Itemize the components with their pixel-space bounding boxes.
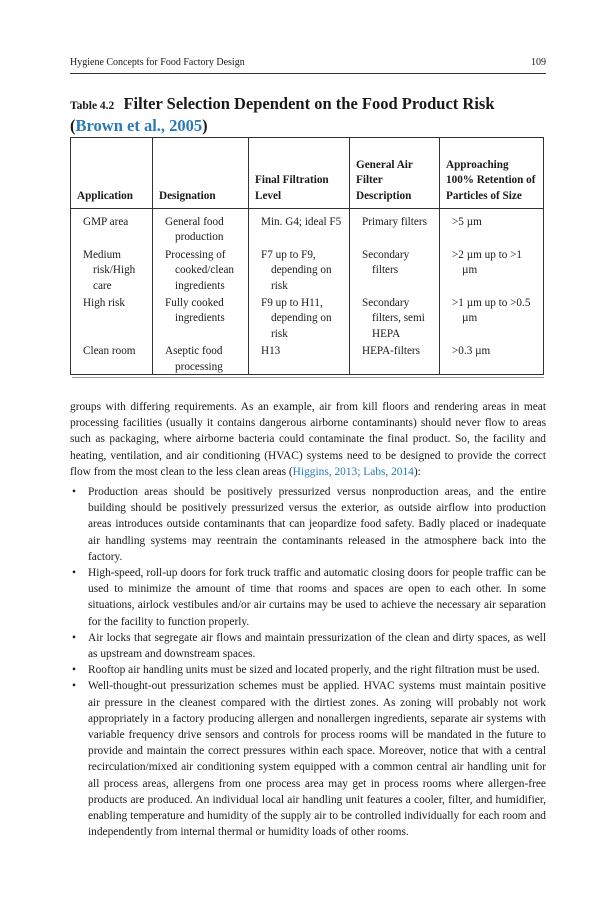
- bullet-icon: •: [72, 664, 76, 677]
- body-text: [70, 399, 546, 840]
- table-cell: >0.3 µm: [440, 342, 544, 375]
- intro-open-paren: (: [288, 465, 293, 478]
- list-item: • Well-thought-out pressurization schemes must be applied. HVAC systems must maintain positive air pressure in the cleanest compared with the dirtiest zones. As zoning will probably not work appropriately in a factory producing allergen and nonallergen ingredients, separate air systems with variable frequency drive sensors and controls for process rooms will be mandated in the future to provide and maintain the correct pressures within each space. Moreover, notice that with a central recirculation/mixed air conditioning system equipped with a common central air handling unit for all process areas, allergens from one process area may get in process rooms where allergen-free products are produced. An individual local air handling unit features a cooler, filter, and humidifier, enabling temperature and humidity of the supply air to be controlled individually for each room and independently from internal thermal or humidity loads of other rooms.: [72, 680, 546, 839]
- table-cell: Processing of cooked/clean ingredients: [153, 246, 249, 294]
- table-cell: >5 µm: [440, 209, 544, 246]
- column-header: Approaching 100% Retention of Particles of Size: [440, 138, 544, 209]
- list-item: • Rooftop air handling units must be sized and located properly, and the right filtration must be used.: [70, 662, 546, 678]
- bullet-icon: •: [72, 631, 76, 644]
- header-rule: [70, 73, 546, 74]
- list-item: • Air locks that segregate air flows and maintain pressurization of the clean and dirty spaces, as well as upstream and downstream spaces.: [72, 631, 546, 661]
- table-cell: Clean room: [83, 345, 136, 358]
- table-row: [71, 294, 543, 342]
- table-cell: General food production: [153, 209, 249, 246]
- caption-open-paren: (: [70, 116, 76, 135]
- table-bottom-rule: [72, 377, 544, 378]
- table-cell: H13: [249, 342, 350, 375]
- list-item: • Production areas should be positively pressurized versus nonproduction areas, and the entire building should be positively pressurized versus the exterior, as outside airflow into production areas introduces outside contaminants that can jeopardize food safety. Badly placed or inadequate air handling systems may reentrain the contaminants released in the atmosphere back into the factory.: [72, 486, 546, 563]
- bullet-list: [70, 484, 546, 840]
- filter-table: [70, 137, 544, 375]
- table-row: [71, 209, 543, 246]
- table-cell: Secondary filters: [350, 246, 440, 294]
- table-caption: [70, 94, 546, 136]
- column-header: General Air Filter Description: [350, 138, 440, 209]
- table-cell: GMP area: [83, 216, 129, 228]
- column-header: Designation: [153, 138, 249, 209]
- table-cell: Primary filters: [350, 209, 440, 246]
- table-cell: >1 µm up to >0.5 µm: [440, 294, 544, 342]
- column-header: Application: [71, 138, 153, 209]
- caption-close-paren: ): [202, 116, 208, 135]
- table-header-row: [71, 138, 543, 209]
- table-cell: Secondary filters, semi HEPA: [350, 294, 440, 342]
- table-cell: Fully cooked ingredients: [153, 294, 249, 342]
- running-header-title: Hygiene Concepts for Food Factory Design: [70, 57, 245, 68]
- intro-close-paren: ):: [413, 465, 421, 478]
- table-row: [71, 246, 543, 294]
- table-cell: >2 µm up to >1 µm: [440, 246, 544, 294]
- table-row: [71, 342, 543, 375]
- bullet-icon: •: [72, 680, 76, 693]
- table-cell: High risk: [83, 297, 125, 310]
- column-header: Final Filtration Level: [249, 138, 350, 209]
- table-cell: F7 up to F9, depending on risk: [249, 246, 350, 294]
- table-cell: Aseptic food processing: [153, 342, 249, 375]
- intro-paragraph: groups with differing requirements. As an example, air from kill floors and rendering areas in meat processing facilities (usually it contains dangerous airborne contaminants) should never flow to areas such as packaging, where airborne bacteria could contaminate the final product. So, the facility and heating, ventilation, and air conditioning (HVAC) systems need to be designed to provide the correct flow from the most clean to the less clean areas (Higgins, 2013; Labs, 2014):: [70, 401, 546, 478]
- intro-citation-link[interactable]: Higgins, 2013; Labs, 2014: [292, 465, 414, 478]
- table-cell: HEPA-filters: [350, 342, 440, 375]
- table-label: Table 4.2: [70, 100, 115, 112]
- table-cell: Min. G4; ideal F5: [249, 209, 350, 246]
- caption-citation-link[interactable]: Brown et al., 2005: [75, 116, 203, 135]
- table-cell: Medium risk/High care: [83, 248, 136, 292]
- bullet-icon: •: [72, 567, 76, 580]
- table-cell: F9 up to H11, depending on risk: [249, 294, 350, 342]
- table-title: Filter Selection Dependent on the Food Product Risk: [123, 94, 495, 113]
- bullet-icon: •: [72, 486, 76, 499]
- page-number: 109: [531, 57, 546, 68]
- list-item: • High-speed, roll-up doors for fork truck traffic and automatic closing doors for people traffic can be used to minimize the amount of time that rooms and spaces are open to each other. In some situations, airlock vestibules and/or air curtains may be used to achieve the necessary air separation for the facility to function properly.: [72, 567, 546, 628]
- running-header: [70, 57, 546, 68]
